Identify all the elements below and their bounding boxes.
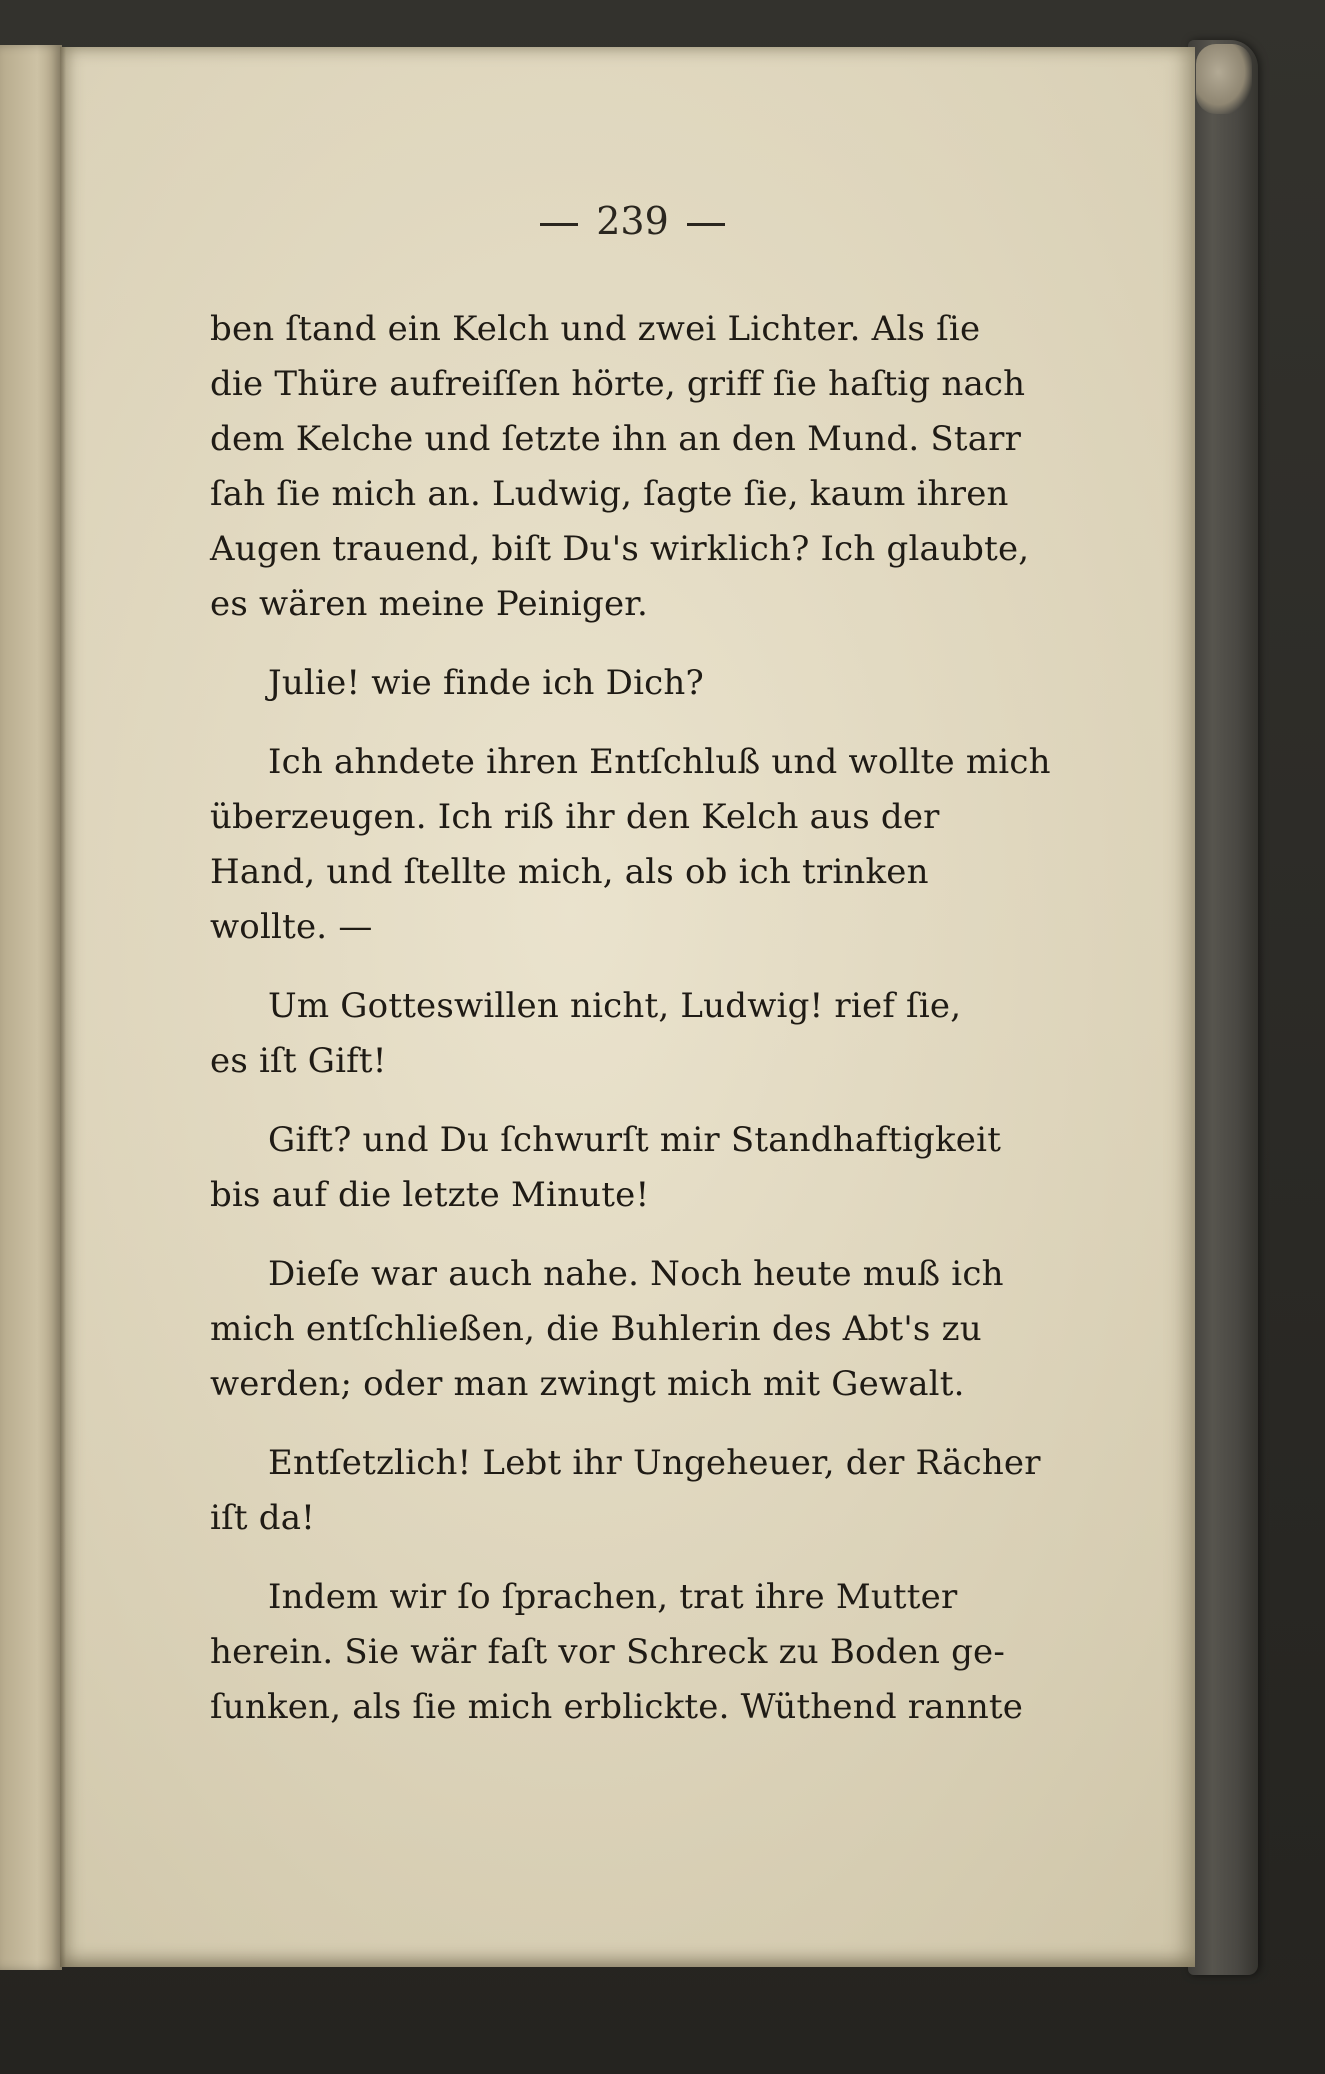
paragraph [210,1247,1050,1412]
text-line: herein. Sie wär faſt vor Schreck zu Boden ge- [210,1632,1006,1672]
text-line: ben ſtand ein Kelch und zwei Lichter. Als ſie [210,309,981,349]
text-line: Dieſe war auch nahe. Noch heute muß ich [268,1254,1004,1294]
paragraph [210,735,1050,955]
book-page [60,47,1195,1967]
text-line: Um Gotteswillen nicht, Ludwig! rief ſie, [268,986,962,1026]
previous-page-edge [0,45,62,1970]
text-line: es wären meine Peiniger. [210,584,649,624]
text-line: ſah ſie mich an. Ludwig, ſagte ſie, kaum ihren [210,474,1009,514]
text-line: die Thüre aufreiſſen hörte, griff ſie haſtig nach [210,364,1026,404]
text-line: bis auf die letzte Minute! [210,1175,650,1215]
paragraph [210,656,1050,711]
header-dash-left [540,223,578,226]
text-line: iſt da! [210,1498,316,1538]
cover-corner [1196,44,1252,114]
text-line: Gift? und Du ſchwurſt mir Standhaftigkeit [268,1120,1002,1160]
text-line: Julie! wie finde ich Dich? [268,663,704,703]
page-gutter [60,47,66,1967]
text-line: mich entſchließen, die Buhlerin des Abt's zu [210,1309,982,1349]
paragraph [210,1113,1050,1223]
paragraph [210,1570,1050,1735]
text-line: Entſetzlich! Lebt ihr Ungeheuer, der Rächer [268,1443,1041,1483]
page-number: 239 [596,199,669,243]
text-line: dem Kelche und ſetzte ihn an den Mund. Starr [210,419,1022,459]
text-line: wollte. — [210,907,373,947]
text-line: es iſt Gift! [210,1041,387,1081]
body-text [210,302,1050,1759]
book-cover-spine [1188,40,1258,1975]
paragraph [210,1436,1050,1546]
text-line: ſunken, als ſie mich erblickte. Wüthend rannte [210,1687,1024,1727]
text-line: werden; oder man zwingt mich mit Gewalt. [210,1364,965,1404]
text-line: überzeugen. Ich riß ihr den Kelch aus der [210,797,940,837]
text-line: Ich ahndete ihren Entſchluß und wollte mich [268,742,1051,782]
paragraph [210,979,1050,1089]
text-line: Augen trauend, biſt Du's wirklich? Ich glaubte, [210,529,1030,569]
page-header [60,199,1195,243]
text-line: Indem wir ſo ſprachen, trat ihre Mutter [268,1577,958,1617]
paragraph [210,302,1050,632]
header-dash-right [687,223,725,226]
text-line: Hand, und ſtellte mich, als ob ich trinken [210,852,929,892]
